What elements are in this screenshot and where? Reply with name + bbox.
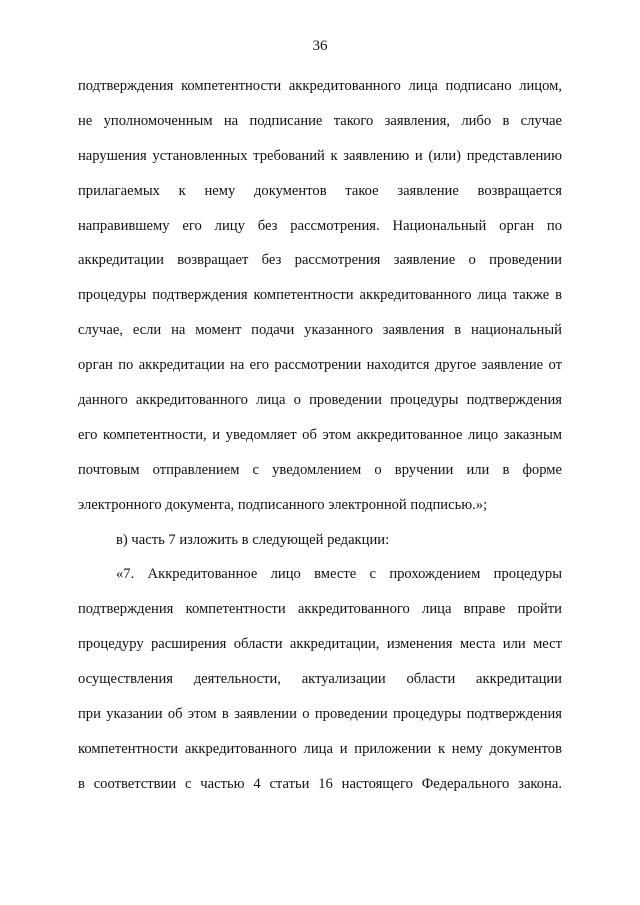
text-line: почтовым отправлением с уведомлением о вручении или в форме [78,461,562,478]
text-line: электронного документа, подписанного электронной подписью.»; [78,496,488,513]
text-line: не уполномоченным на подписание такого заявления, либо в случае [78,112,562,129]
text-line: процедуры подтверждения компетентности аккредитованного лица также в [78,287,562,304]
text-line: «7. Аккредитованное лицо вместе с прохождением процедуры [116,566,562,583]
text-line: его компетентности, и уведомляет об этом аккредитованное лицо заказным [78,426,562,443]
text-line: случае, если на момент подачи указанного заявления в национальный [78,322,562,339]
text-line: прилагаемых к нему документов такое заявление возвращается [78,182,562,199]
text-line: орган по аккредитации на его рассмотрении находится другое заявление от [78,357,562,374]
text-line: нарушения установленных требований к заявлению и (или) представлению [78,147,562,164]
text-line: в соответствии с частью 4 статьи 16 настоящего Федерального закона. [78,775,562,792]
text-line: подтверждения компетентности аккредитованного лица подписано лицом, [78,78,562,94]
text-line: при указании об этом в заявлении о проведении процедуры подтверждения [78,706,562,723]
text-line: в) часть 7 изложить в следующей редакции: [116,531,390,548]
text-line: компетентности аккредитованного лица и приложении к нему документов [78,740,562,757]
document-body [78,69,562,802]
page-number: 36 [312,38,328,54]
text-line: осуществления деятельности, актуализации области аккредитации [78,671,562,688]
text-line: направившему его лицу без рассмотрения. Национальный орган по [78,217,562,234]
text-line: аккредитации возвращает без рассмотрения заявление о проведении [78,252,562,269]
text-line: подтверждения компетентности аккредитованного лица вправе пройти [78,601,562,618]
text-line: данного аккредитованного лица о проведении процедуры подтверждения [78,392,562,409]
text-line: процедуру расширения области аккредитации, изменения места или мест [78,636,562,653]
